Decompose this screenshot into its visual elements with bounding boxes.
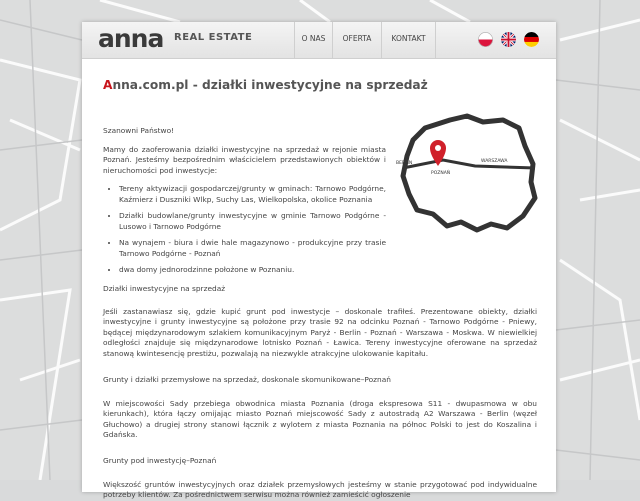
title-first-letter: A [103, 78, 113, 92]
main-content [103, 78, 537, 499]
poland-flag-icon[interactable] [478, 32, 493, 47]
nav-item-kontakt[interactable]: KONTAKT [381, 22, 436, 58]
nav-item-o-nas[interactable]: O NAS [294, 22, 332, 58]
offer-list [103, 184, 386, 276]
list-item: • Działki budowlane/grunty inwestycyjne w gminie Tarnowo Podgórne - Lusowo i Tarnowo Podgórne [119, 211, 386, 232]
intro-paragraph: Mamy do zaoferowania działki inwestycyjne na sprzedaż w rejonie miasta Poznań. Jesteśmy bezpośrednim właścicielem przedstawionych obiektów i nieruchomości pod inwestycje: [103, 144, 386, 175]
site-tagline: REAL ESTATE [174, 32, 253, 43]
section-body: W miejscowości Sady przebiega obwodnica miasta Poznania (droga ekspresowa S11 - dwupasmowa w obu kierunkach), która łączy omijając miasto Poznań miejscowość Sady z autostradą A2 Warszawa - Berlin (węzeł Głuchowo) a drugiej strony stanowi łącznik z wylotem z miasta Poznania na północ Polski to jest do Koszalina i Gdańska. [103, 398, 537, 439]
title-rest: nna.com.pl - działki inwestycyjne na sprzedaż [112, 78, 428, 92]
poland-map-graphic [395, 106, 541, 236]
section-body: Większość gruntów inwestycyjnych oraz działek przemysłowych jesteśmy w stanie przygotować pod indywidualne potrzeby klientów. Za pośrednictwem serwisu można również zamieścić ogłoszenie [103, 479, 537, 499]
list-item: • dwa domy jednorodzinne położone w Poznaniu. [119, 265, 386, 276]
list-item: • Tereny aktywizacji gospodarczej/grunty w gminach: Tarnowo Podgórne, Kaźmierz i Duszniki Wlkp, Suchy Las, Wielkopolska, okolice Poznania [119, 184, 386, 205]
section-title: Grunty pod inwestycję–Poznań [103, 456, 217, 465]
poland-outline [403, 116, 535, 230]
map-label-berlin: BERLIN [396, 161, 413, 166]
uk-flag-icon[interactable] [501, 32, 516, 47]
main-nav [294, 22, 436, 58]
section-grunty-przemyslowe [103, 375, 537, 441]
section-dzialki [103, 284, 537, 359]
site-logo[interactable]: anna [98, 24, 164, 53]
greeting: Szanowni Państwo! [103, 126, 175, 135]
intro-block [103, 126, 386, 282]
section-title: Grunty i działki przemysłowe na sprzedaż, doskonale skomunikowane–Poznań [103, 375, 391, 384]
germany-flag-icon[interactable] [524, 32, 539, 47]
page-title [103, 78, 537, 92]
section-body: Jeśli zastanawiasz się, gdzie kupić grunt pod inwestycje – doskonale trafiłeś. Prezentowane obiekty, działki inwestycyjne i grunty inwestycyjne są położone przy trasie 92 na odcinku Poznań - Tarnowo Podgórne - Pniewy, będącej międzynarodowym szlakiem komunikacyjnym Paryż - Berlin - Poznań - Warszawa - Moskwa. W niewielkiej odległości znajduje się międzynarodowe lotnisko Poznań - Ławica. Tereny inwestycyjne oferowane na sprzedaż stanową kwintesencję prestiżu, pozwalają na niezwykle atrakcyjne ulokowanie kapitału. [103, 306, 537, 358]
nav-item-oferta[interactable]: OFERTA [332, 22, 381, 58]
map-label-warszawa: WARSZAWA [481, 159, 508, 164]
map-label-poznan: POZNAŃ [431, 171, 451, 176]
list-item: • Na wynajem - biura i dwie hale magazynowo - produkcyjne przy trasie Tarnowo Podgórne - Poznań [119, 238, 386, 259]
page-container [82, 22, 556, 499]
section-grunty-pod-inwestycje [103, 456, 537, 501]
language-switcher [478, 32, 539, 47]
section-title: Działki inwestycyjne na sprzedaż [103, 284, 226, 293]
site-header [82, 22, 556, 59]
